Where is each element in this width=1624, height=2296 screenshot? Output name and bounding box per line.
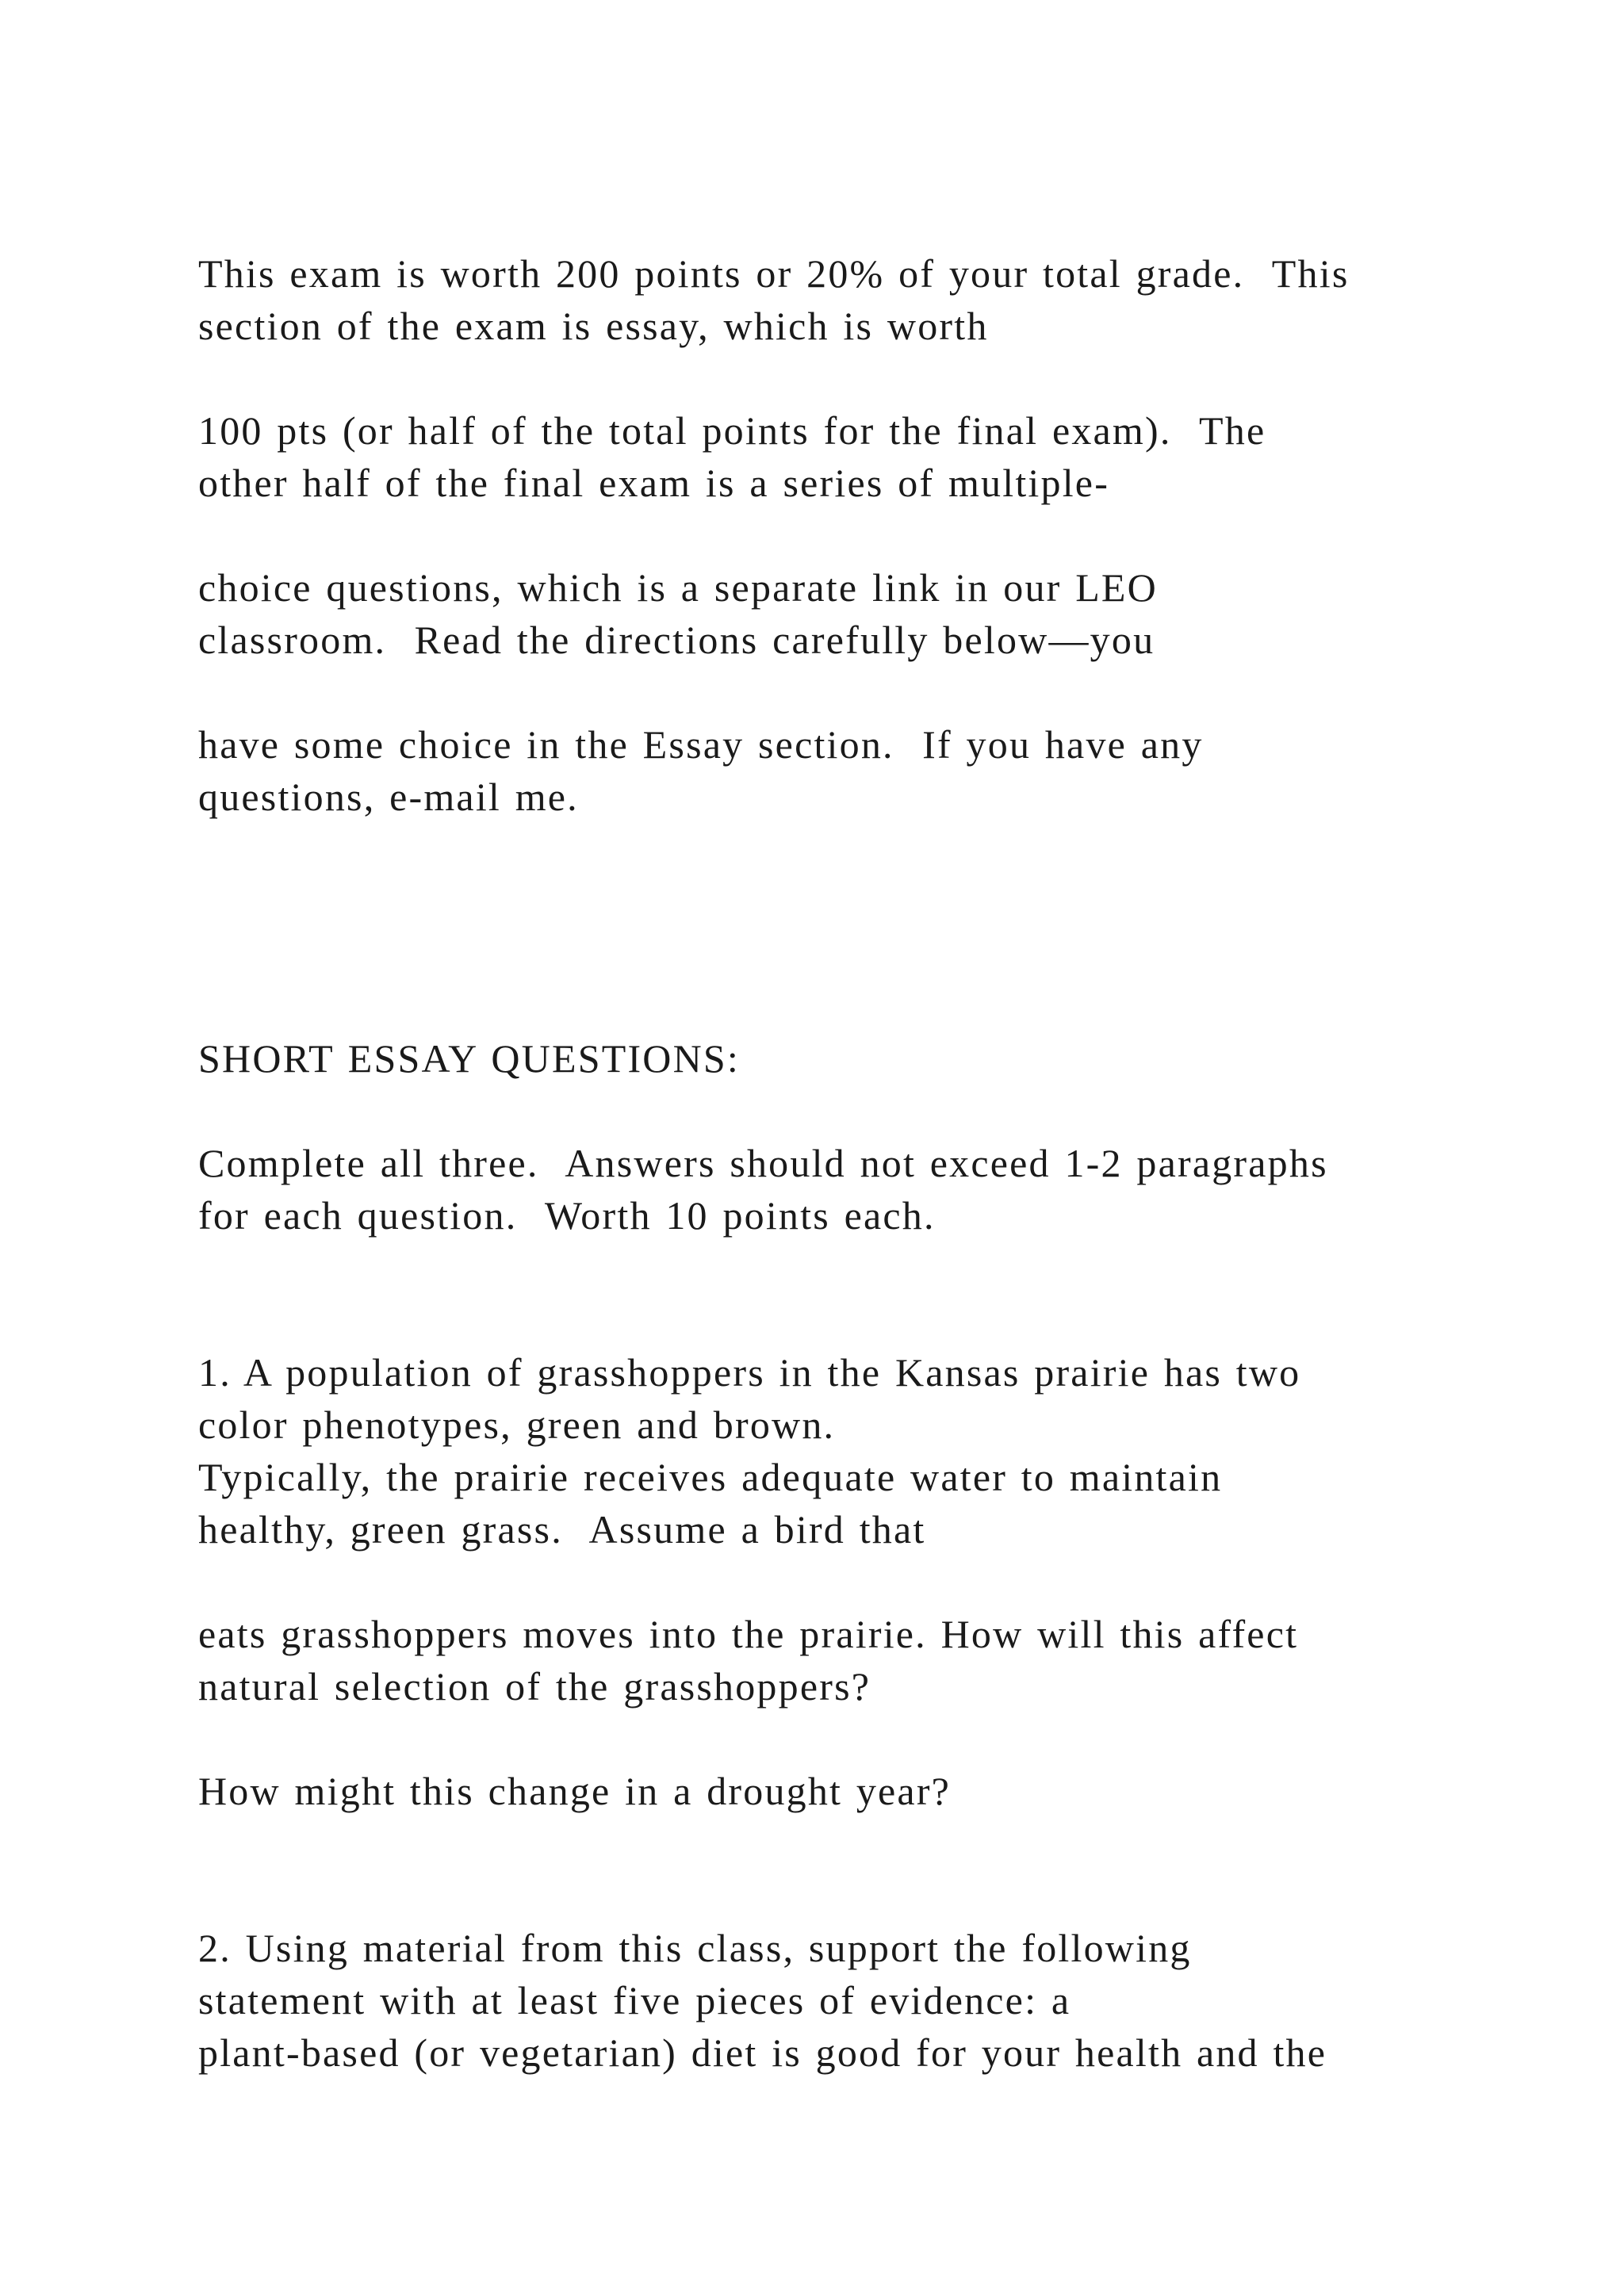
question-1-line: color phenotypes, green and brown. — [198, 1402, 836, 1447]
text-line: other half of the final exam is a series of multiple- — [198, 461, 1110, 505]
question-2-line: 2. Using material from this class, support the following — [198, 1926, 1192, 1970]
text-line: have some choice in the Essay section. If you have any — [198, 722, 1204, 767]
text-line: section of the exam is essay, which is worth — [198, 304, 989, 348]
text-line: classroom. Read the directions carefully below—you — [198, 618, 1155, 662]
question-1-line: How might this change in a drought year? — [198, 1769, 952, 1813]
question-1-line: natural selection of the grasshoppers? — [198, 1664, 871, 1709]
text-line: questions, e-mail me. — [198, 775, 579, 819]
question-1-line: eats grasshoppers moves into the prairie. How will this affect — [198, 1612, 1299, 1656]
question-1-line: Typically, the prairie receives adequate water to maintain — [198, 1455, 1223, 1499]
section-heading: SHORT ESSAY QUESTIONS: — [198, 1036, 741, 1081]
text-line: 100 pts (or half of the total points for the final exam). The — [198, 408, 1266, 453]
question-2-line: statement with at least five pieces of evidence: a — [198, 1978, 1071, 2022]
question-2-line: plant-based (or vegetarian) diet is good for your health and the — [198, 2030, 1327, 2075]
text-line: choice questions, which is a separate link in our LEO — [198, 565, 1158, 610]
text-line: This exam is worth 200 points or 20% of your total grade. This — [198, 251, 1350, 296]
question-1-line: 1. A population of grasshoppers in the Kansas prairie has two — [198, 1350, 1301, 1395]
text-line: Complete all three. Answers should not exceed 1-2 paragraphs — [198, 1141, 1328, 1185]
question-1-line: healthy, green grass. Assume a bird that — [198, 1507, 926, 1552]
text-line: for each question. Worth 10 points each. — [198, 1193, 936, 1238]
